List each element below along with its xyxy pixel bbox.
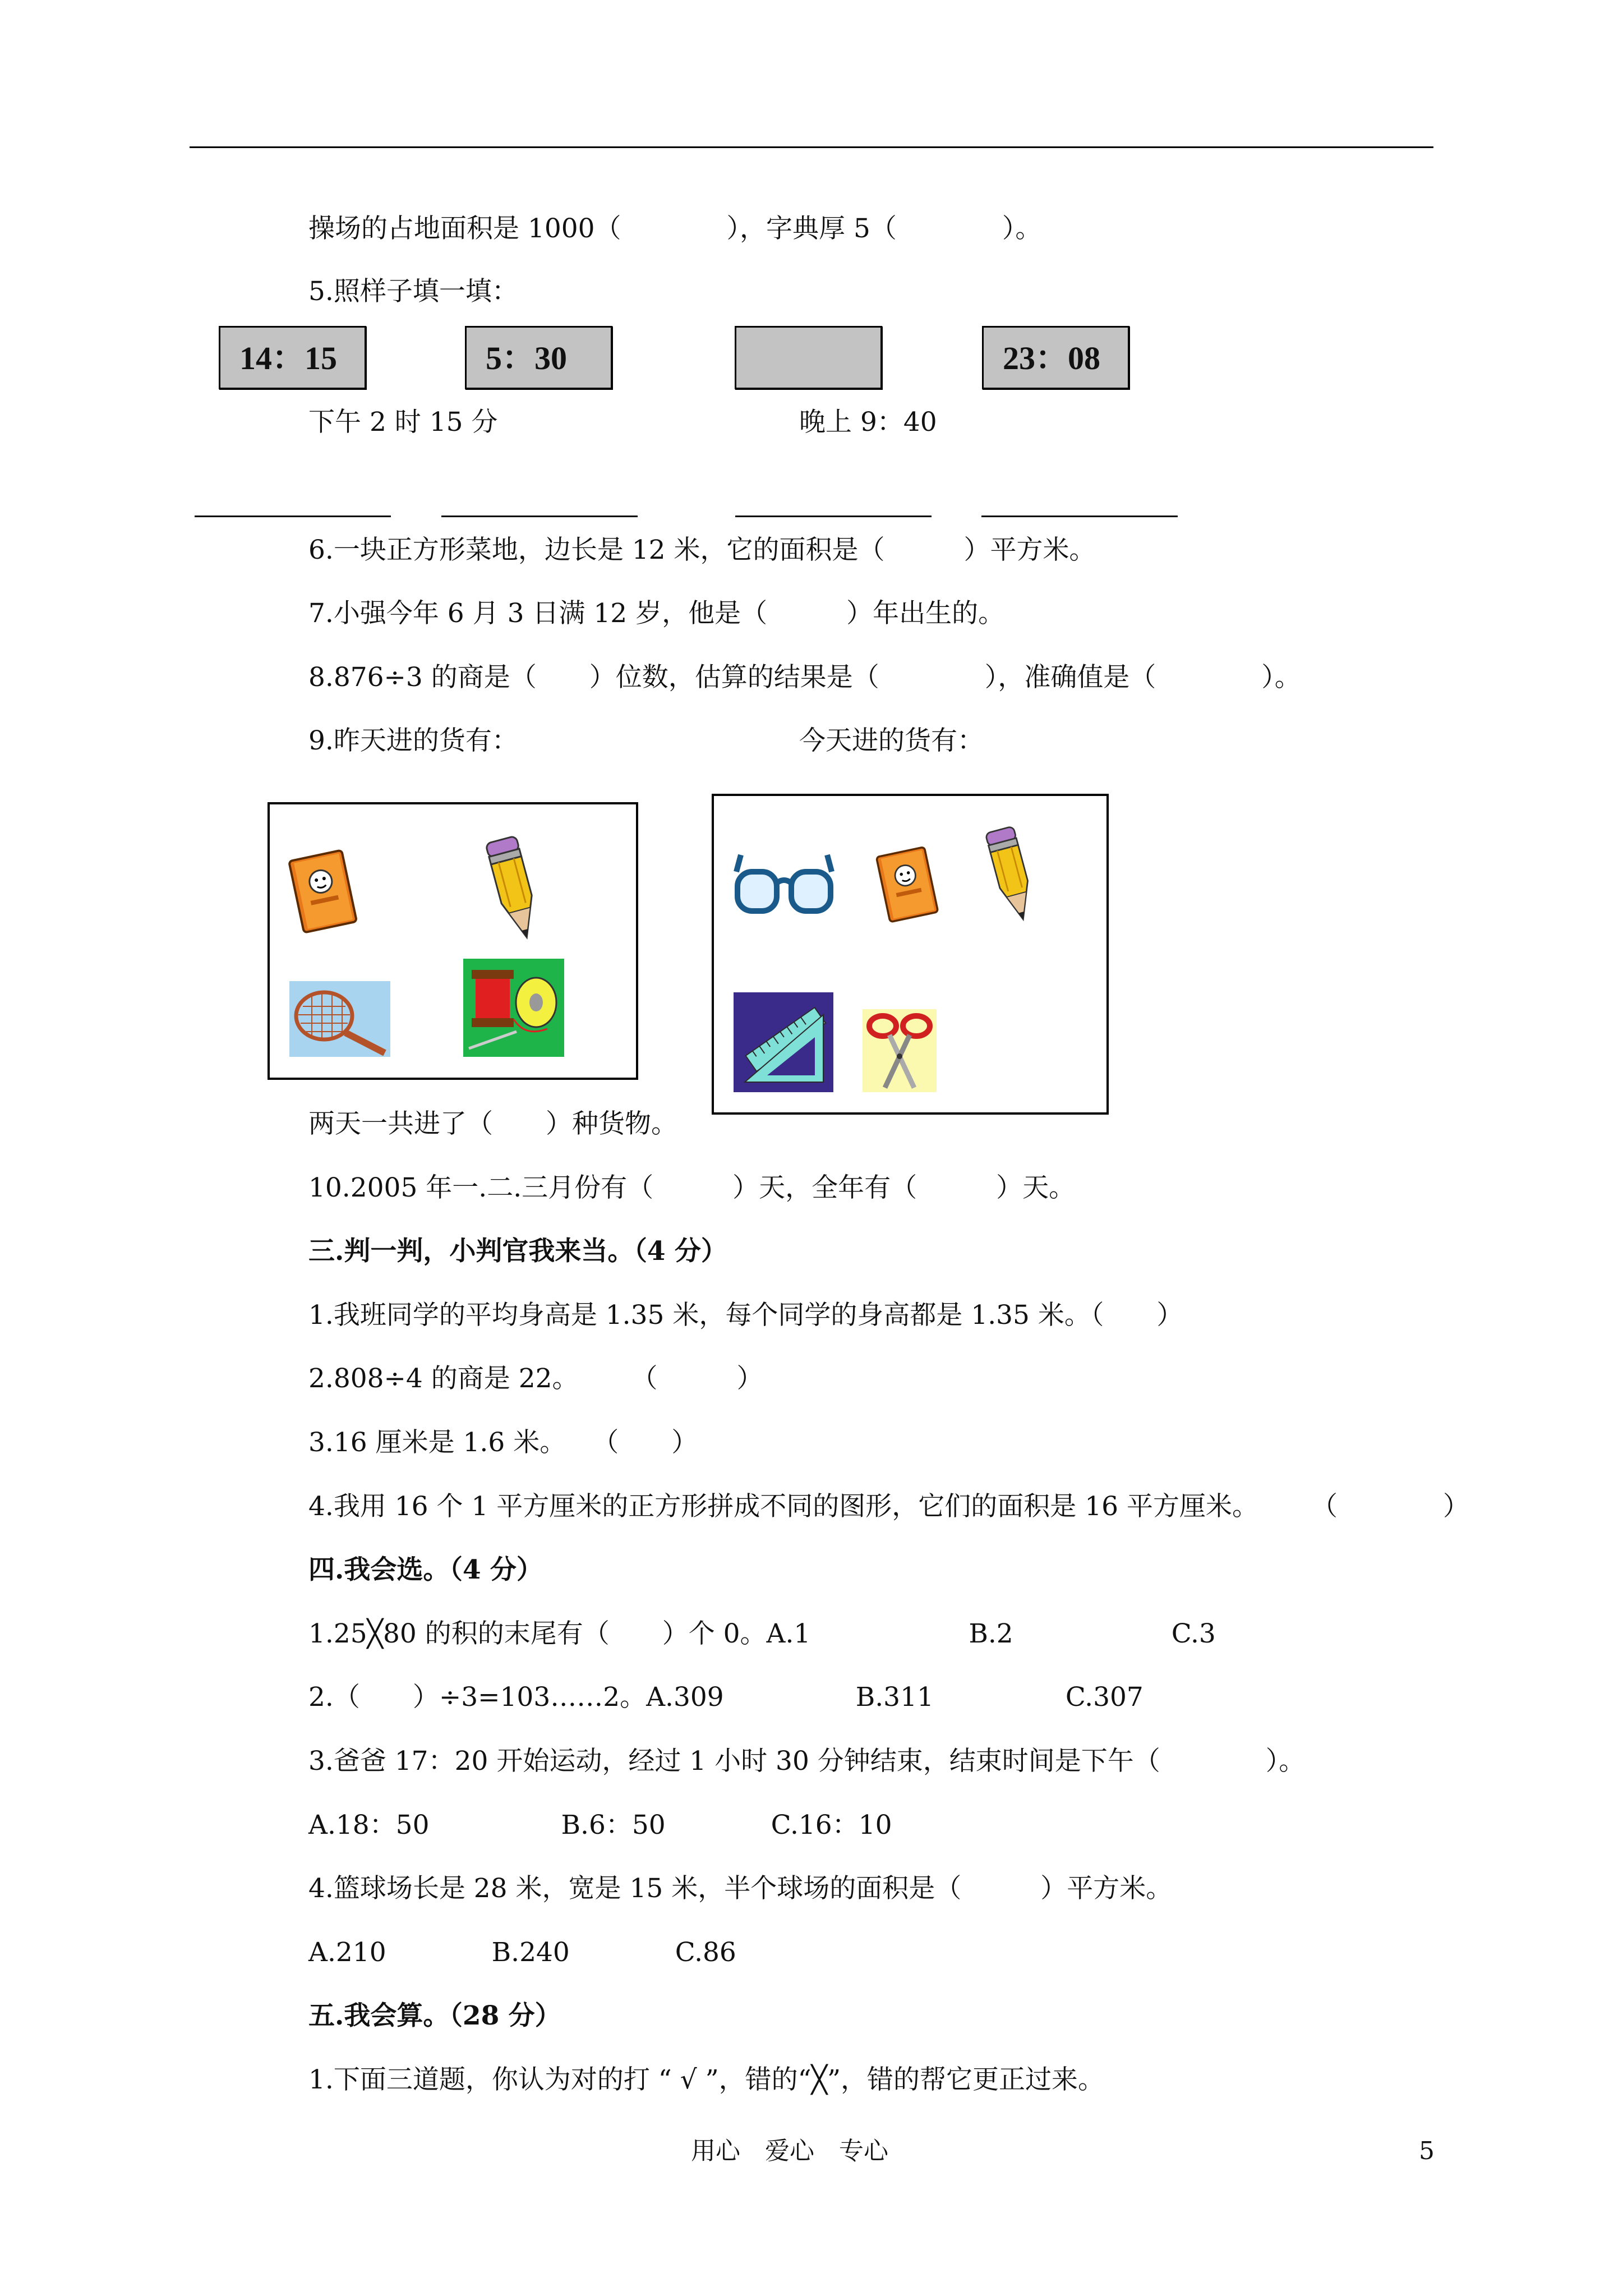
racket-icon	[289, 981, 390, 1057]
section-5-heading: 五.我会算。（28 分）	[308, 2000, 561, 2031]
notebook-icon	[284, 846, 362, 939]
section-3-heading: 三.判一判，小判官我来当。（4 分）	[308, 1236, 727, 1267]
question-8: 8.876÷3 的商是（ ）位数，估算的结果是（ ），准确值是（ ）。	[308, 662, 1301, 693]
ruler-triangle-icon	[734, 992, 833, 1092]
pencil-icon	[480, 832, 547, 945]
footer-motto: 用心 爱心 专心	[691, 2137, 888, 2165]
yesterday-goods-box	[268, 802, 638, 1080]
judge-2: 2.808÷4 的商是 22。 （ ）	[308, 1363, 763, 1394]
judge-3: 3.16 厘米是 1.6 米。 （ ）	[308, 1427, 698, 1458]
question-6: 6.一块正方形菜地，边长是 12 米，它的面积是（ ）平方米。	[308, 535, 1096, 565]
choice-3-options: A.18：50 B.6：50 C.16：10	[308, 1810, 892, 1841]
time-box-2: 5：30	[465, 326, 612, 389]
choice-1: 1.25╳80 的积的末尾有（ ）个 0。A.1 B.2 C.3	[308, 1618, 1216, 1649]
answer-blank-3[interactable]	[735, 516, 932, 517]
calc-1: 1.下面三道题，你认为对的打 “ √ ”，错的“╳”，错的帮它更正过来。	[308, 2064, 1105, 2095]
question-5-title: 5.照样子填一填：	[308, 276, 518, 307]
today-goods-box	[712, 794, 1109, 1115]
glasses-icon	[731, 838, 837, 928]
page-number: 5	[1419, 2137, 1435, 2165]
judge-1: 1.我班同学的平均身高是 1.35 米，每个同学的身高都是 1.35 米。（ ）	[308, 1300, 1183, 1331]
choice-3: 3.爸爸 17：20 开始运动，经过 1 小时 30 分钟结束，结束时间是下午（ ）。	[308, 1746, 1306, 1777]
question-9-answer: 两天一共进了（ ）种货物。	[308, 1108, 677, 1139]
question-9-today: 今天进的货有：	[799, 725, 984, 756]
thread-spool-icon	[463, 959, 564, 1057]
scissors-icon	[863, 1009, 937, 1092]
question-7: 7.小强今年 6 月 3 日满 12 岁，他是（ ）年出生的。	[308, 598, 1005, 629]
time-caption-1: 下午 2 时 15 分	[308, 407, 498, 438]
answer-blank-4[interactable]	[981, 516, 1178, 517]
question-9-yesterday: 9.昨天进的货有：	[308, 725, 518, 756]
choice-4: 4.篮球场长是 28 米，宽是 15 米，半个球场的面积是（ ）平方米。	[308, 1873, 1173, 1904]
time-box-4: 23：08	[982, 326, 1129, 389]
time-box-3	[735, 326, 882, 389]
choice-2: 2.（ ）÷3=103……2。A.309 B.311 C.307	[308, 1682, 1144, 1713]
answer-blank-1[interactable]	[195, 516, 391, 517]
judge-4: 4.我用 16 个 1 平方厘米的正方形拼成不同的图形，它们的面积是 16 平方厘米。 （ ）	[308, 1491, 1469, 1522]
pencil-icon-2	[980, 821, 1042, 928]
header-rule	[190, 146, 1433, 148]
question-10: 10.2005 年一.二.三月份有（ ）天，全年有（ ）天。	[308, 1172, 1076, 1203]
section-4-heading: 四.我会选。（4 分）	[308, 1554, 543, 1585]
time-box-1: 14：15	[219, 326, 366, 389]
answer-blank-2[interactable]	[441, 516, 638, 517]
time-caption-3: 晚上 9：40	[799, 407, 937, 438]
choice-4-options: A.210 B.240 C.86	[308, 1937, 736, 1968]
area-units-line: 操场的占地面积是 1000（ ），字典厚 5（ ）。	[308, 213, 1042, 244]
notebook-icon-2	[871, 844, 944, 928]
